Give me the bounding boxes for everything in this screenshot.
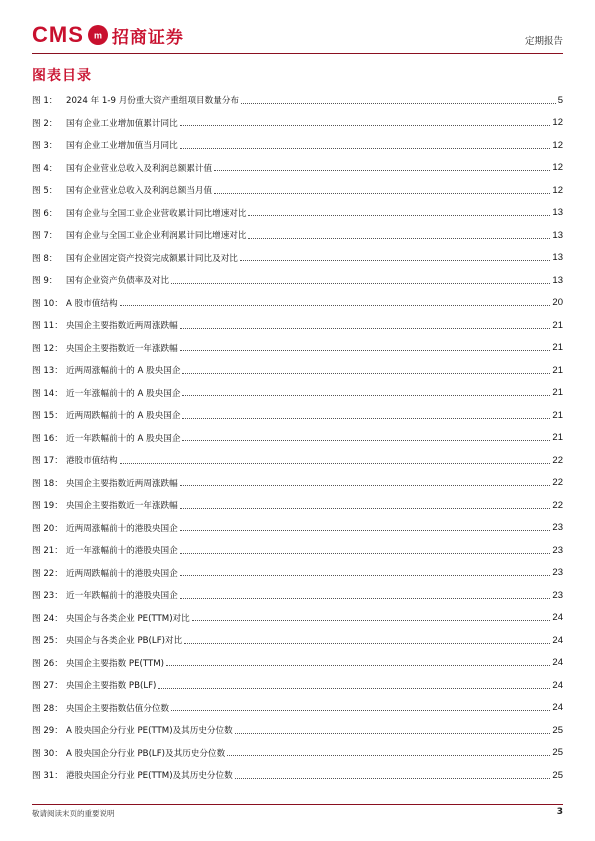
toc-entry-title: 央国企主要指数估值分位数: [66, 703, 170, 714]
logo-cn-text: 招商证券: [111, 27, 184, 48]
toc-entry[interactable]: [32, 629, 563, 652]
toc-dot-leader: [182, 395, 550, 396]
page-header: [32, 18, 563, 52]
toc-list: [32, 89, 563, 787]
toc-entry-page: 21: [552, 409, 563, 421]
toc-entry-title: 近一年涨幅前十的港股央国企: [66, 546, 178, 557]
toc-entry-label: 图 3：: [32, 141, 58, 152]
toc-entry-page: 25: [552, 769, 563, 781]
toc-entry-label: 图 18：: [32, 478, 63, 489]
toc-entry-label: 图 29：: [32, 726, 63, 737]
toc-entry-page: 22: [552, 454, 563, 466]
toc-entry-label: 图 27：: [32, 681, 63, 692]
toc-entry-title: 国有企业与全国工业企业利润累计同比增速对比: [66, 231, 247, 242]
toc-entry-label: 图 19：: [32, 501, 63, 512]
toc-dot-leader: [171, 710, 550, 711]
toc-dot-leader: [184, 643, 550, 644]
toc-dot-leader: [248, 238, 550, 239]
toc-entry[interactable]: [32, 472, 563, 495]
toc-dot-leader: [180, 598, 551, 599]
toc-entry[interactable]: [32, 607, 563, 630]
toc-dot-leader: [120, 463, 551, 464]
toc-entry-label: 图 15：: [32, 411, 63, 422]
toc-entry[interactable]: [32, 584, 563, 607]
toc-entry-title: 近一年跌幅前十的港股央国企: [66, 591, 178, 602]
toc-entry-label: 图 9：: [32, 276, 58, 287]
toc-entry[interactable]: [32, 202, 563, 225]
logo-cms-text: CMS: [32, 22, 84, 47]
toc-dot-leader: [180, 553, 551, 554]
toc-entry-label: 图 10：: [32, 298, 63, 309]
toc-entry[interactable]: [32, 404, 563, 427]
toc-dot-leader: [120, 305, 551, 306]
toc-entry-page: 25: [552, 724, 563, 736]
toc-entry[interactable]: [32, 292, 563, 315]
toc-entry-page: 13: [552, 207, 563, 219]
toc-entry[interactable]: [32, 562, 563, 585]
toc-dot-leader: [248, 215, 550, 216]
toc-entry-page: 22: [552, 477, 563, 489]
toc-entry[interactable]: [32, 337, 563, 360]
toc-entry-label: 图 26：: [32, 658, 63, 669]
toc-entry-label: 图 21：: [32, 546, 63, 557]
toc-entry-label: 图 5：: [32, 186, 58, 197]
toc-entry-label: 图 11：: [32, 321, 63, 332]
toc-dot-leader: [180, 485, 551, 486]
toc-entry-title: A 股市值结构: [66, 298, 118, 309]
toc-entry-page: 13: [552, 274, 563, 286]
toc-entry[interactable]: [32, 517, 563, 540]
toc-entry-title: 央国企主要指数近两周涨跌幅: [66, 321, 178, 332]
toc-entry-label: 图 30：: [32, 748, 63, 759]
toc-entry-page: 12: [552, 162, 563, 174]
toc-entry[interactable]: [32, 157, 563, 180]
toc-entry-page: 20: [552, 297, 563, 309]
toc-entry[interactable]: [32, 539, 563, 562]
toc-dot-leader: [182, 418, 550, 419]
toc-entry[interactable]: [32, 89, 563, 112]
toc-entry-title: 近两周涨幅前十的港股央国企: [66, 523, 178, 534]
toc-entry-page: 21: [552, 319, 563, 331]
toc-entry-title: 央国企主要指数近一年涨跌幅: [66, 501, 178, 512]
toc-dot-leader: [180, 508, 551, 509]
toc-entry-label: 图 28：: [32, 703, 63, 714]
toc-entry-label: 图 4：: [32, 163, 58, 174]
toc-entry-title: 近一年涨幅前十的 A 股央国企: [66, 388, 181, 399]
footer-disclaimer: 敬请阅读末页的重要说明: [32, 809, 115, 818]
toc-entry-label: 图 31：: [32, 771, 63, 782]
footer-divider: [32, 804, 563, 805]
toc-entry-page: 24: [552, 702, 563, 714]
toc-entry-title: 央国企与各类企业 PE(TTM)对比: [66, 613, 190, 624]
toc-entry-page: 25: [552, 747, 563, 759]
toc-entry-page: 21: [552, 342, 563, 354]
toc-dot-leader: [192, 620, 551, 621]
company-logo: [32, 20, 184, 50]
toc-entry-title: 国有企业与全国工业企业营收累计同比增速对比: [66, 208, 247, 219]
toc-entry-title: 国有企业固定资产投资完成额累计同比及对比: [66, 253, 238, 264]
toc-entry-label: 图 6：: [32, 208, 58, 219]
toc-dot-leader: [180, 530, 551, 531]
toc-entry-title: A 股央国企分行业 PE(TTM)及其历史分位数: [66, 726, 233, 737]
toc-entry-page: 23: [552, 522, 563, 534]
toc-entry-title: 央国企与各类企业 PB(LF)对比: [66, 636, 183, 647]
toc-entry[interactable]: [32, 247, 563, 270]
toc-entry[interactable]: [32, 224, 563, 247]
toc-entry[interactable]: [32, 427, 563, 450]
toc-entry-page: 22: [552, 499, 563, 511]
toc-dot-leader: [235, 778, 551, 779]
toc-entry-label: 图 8：: [32, 253, 58, 264]
toc-entry-label: 图 2：: [32, 118, 58, 129]
toc-dot-leader: [214, 170, 550, 171]
toc-dot-leader: [182, 373, 550, 374]
toc-entry[interactable]: [32, 449, 563, 472]
toc-dot-leader: [241, 103, 556, 104]
toc-entry[interactable]: [32, 719, 563, 742]
toc-entry-title: 近一年跌幅前十的 A 股央国企: [66, 433, 181, 444]
toc-entry[interactable]: [32, 652, 563, 675]
toc-entry-label: 图 7：: [32, 231, 58, 242]
toc-entry[interactable]: [32, 742, 563, 765]
toc-dot-leader: [182, 440, 550, 441]
toc-entry-page: 21: [552, 432, 563, 444]
header-divider: [32, 53, 563, 54]
toc-dot-leader: [227, 755, 550, 756]
toc-entry-page: 12: [552, 184, 563, 196]
toc-entry-title: 央国企主要指数 PB(LF): [66, 681, 157, 692]
toc-entry-page: 21: [552, 364, 563, 376]
toc-entry-title: 近两周涨幅前十的 A 股央国企: [66, 366, 181, 377]
toc-entry-title: 央国企主要指数近两周涨跌幅: [66, 478, 178, 489]
logo-seal-icon: [88, 25, 108, 45]
toc-entry-label: 图 23：: [32, 591, 63, 602]
toc-entry-label: 图 20：: [32, 523, 63, 534]
toc-entry-label: 图 13：: [32, 366, 63, 377]
toc-entry-label: 图 1：: [32, 96, 58, 107]
toc-entry-label: 图 22：: [32, 568, 63, 579]
toc-dot-leader: [235, 733, 551, 734]
toc-entry[interactable]: [32, 697, 563, 720]
toc-dot-leader: [180, 328, 551, 329]
toc-entry-title: 国有企业工业增加值累计同比: [66, 118, 178, 129]
toc-dot-leader: [180, 575, 551, 576]
page-number: 3: [556, 807, 563, 817]
report-type: 定期报告: [524, 36, 563, 47]
toc-entry-title: 国有企业资产负债率及对比: [66, 276, 170, 287]
toc-entry[interactable]: [32, 382, 563, 405]
toc-entry[interactable]: [32, 494, 563, 517]
toc-entry-title: 央国企主要指数 PE(TTM): [66, 658, 164, 669]
toc-entry-label: 图 16：: [32, 433, 63, 444]
toc-entry-label: 图 14：: [32, 388, 63, 399]
toc-entry-title: 国有企业工业增加值当月同比: [66, 141, 178, 152]
svg-text:m: m: [93, 30, 102, 41]
toc-entry-page: 12: [552, 139, 563, 151]
toc-entry-title: 国有企业营业总收入及利润总额累计值: [66, 163, 213, 174]
toc-entry-title: 港股市值结构: [66, 456, 118, 467]
toc-dot-leader: [171, 283, 550, 284]
toc-entry-title: 2024 年 1-9 月份重大资产重组项目数量分布: [66, 96, 240, 107]
toc-entry-label: 图 12：: [32, 343, 63, 354]
toc-entry-page: 13: [552, 252, 563, 264]
toc-dot-leader: [214, 193, 550, 194]
toc-entry-page: 5: [557, 94, 563, 106]
toc-entry-title: 近两周跌幅前十的 A 股央国企: [66, 411, 181, 422]
toc-entry-page: 13: [552, 229, 563, 241]
toc-title: 图表目录: [32, 68, 92, 84]
toc-entry[interactable]: [32, 269, 563, 292]
toc-entry-label: 图 24：: [32, 613, 63, 624]
toc-entry-title: 国有企业营业总收入及利润总额当月值: [66, 186, 213, 197]
toc-entry[interactable]: [32, 359, 563, 382]
toc-entry-page: 23: [552, 567, 563, 579]
toc-entry[interactable]: [32, 112, 563, 135]
toc-entry-title: 近两周跌幅前十的港股央国企: [66, 568, 178, 579]
toc-dot-leader: [158, 688, 550, 689]
toc-entry[interactable]: [32, 314, 563, 337]
toc-entry[interactable]: [32, 179, 563, 202]
toc-dot-leader: [240, 260, 551, 261]
toc-entry-page: 23: [552, 589, 563, 601]
toc-entry-page: 12: [552, 117, 563, 129]
toc-entry-title: 央国企主要指数近一年涨跌幅: [66, 343, 178, 354]
toc-entry-page: 24: [552, 612, 563, 624]
toc-entry-page: 21: [552, 387, 563, 399]
toc-entry[interactable]: [32, 674, 563, 697]
toc-entry-page: 23: [552, 544, 563, 556]
toc-entry-page: 24: [552, 634, 563, 646]
toc-entry-page: 24: [552, 679, 563, 691]
toc-entry-title: 港股央国企分行业 PE(TTM)及其历史分位数: [66, 771, 233, 782]
toc-entry[interactable]: [32, 764, 563, 787]
toc-dot-leader: [180, 350, 551, 351]
toc-dot-leader: [180, 125, 551, 126]
toc-entry-label: 图 25：: [32, 636, 63, 647]
toc-dot-leader: [180, 148, 551, 149]
toc-entry-title: A 股央国企分行业 PB(LF)及其历史分位数: [66, 748, 226, 759]
toc-dot-leader: [166, 665, 550, 666]
toc-entry-label: 图 17：: [32, 456, 63, 467]
toc-entry-page: 24: [552, 657, 563, 669]
toc-entry[interactable]: [32, 134, 563, 157]
